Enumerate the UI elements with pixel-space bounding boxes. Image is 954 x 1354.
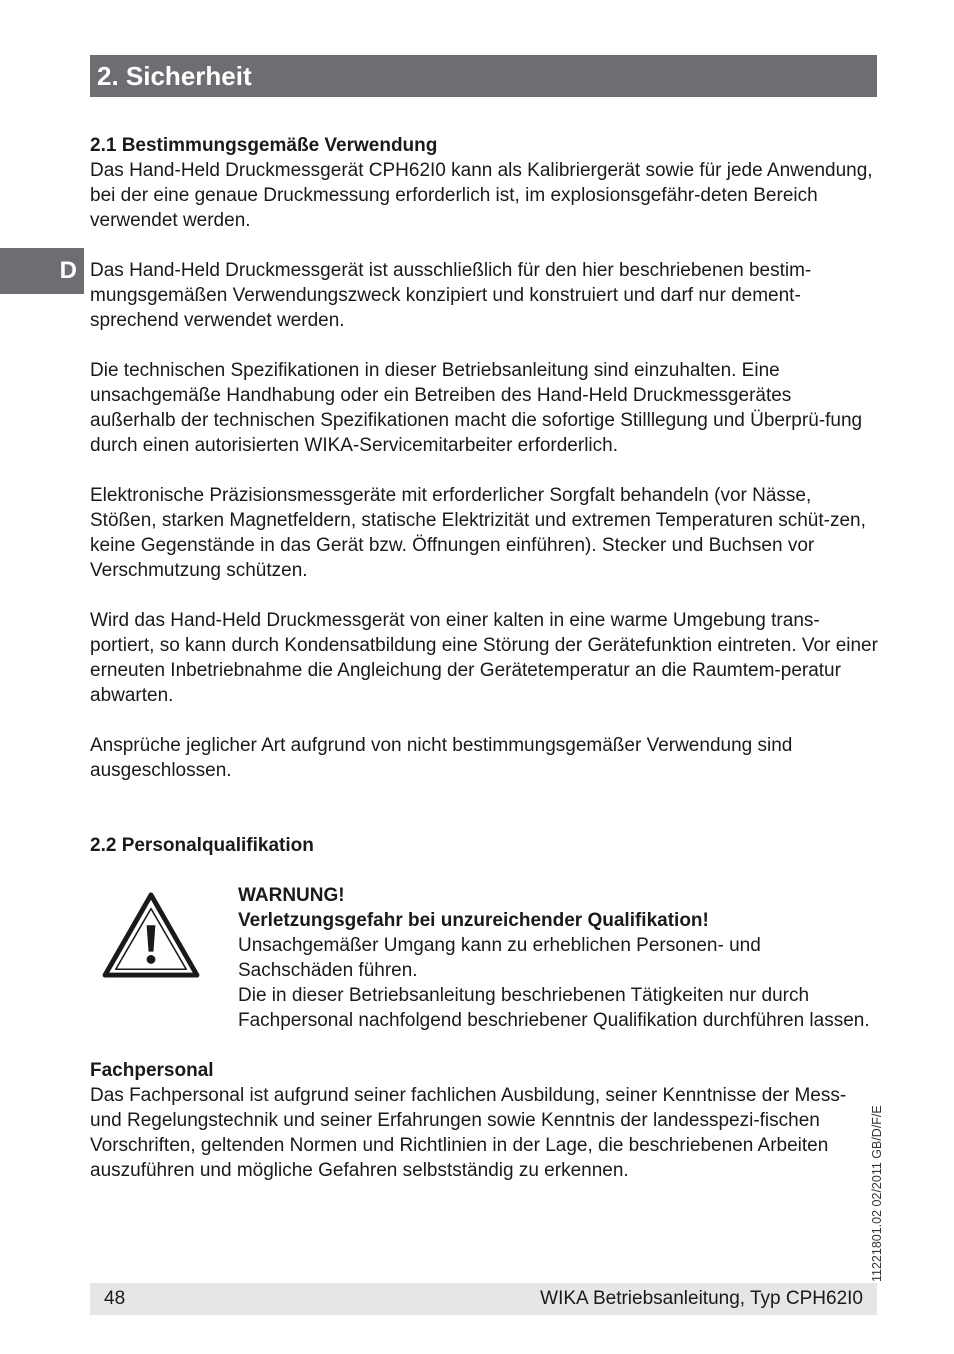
warning-text: Unsachgemäßer Umgang kann zu erheblichen Personen- und Sachschäden führen. bbox=[238, 935, 761, 981]
warning-triangle-icon bbox=[102, 891, 200, 979]
page-content bbox=[90, 133, 880, 1183]
warning-block bbox=[90, 883, 880, 1058]
subsection-heading-2-1: 2.1 Bestimmungsgemäße Verwendung bbox=[90, 135, 438, 156]
warning-title: WARNUNG! bbox=[238, 885, 345, 906]
section-title: 2. Sicherheit bbox=[97, 61, 252, 91]
language-tab bbox=[0, 248, 84, 294]
footer-bar bbox=[90, 1283, 877, 1315]
section-header-bar bbox=[90, 55, 877, 97]
paragraph: Das Hand-Held Druckmessgerät ist ausschließlich für den hier beschriebenen bestim-mungsgemäßen Verwendungszweck konzipiert und konstruiert und darf nur dement-sprechend verwendet werden. bbox=[90, 260, 812, 331]
warning-subtitle: Verletzungsgefahr bei unzureichender Qualifikation! bbox=[238, 910, 709, 931]
footer-title: WIKA Betriebsanleitung, Typ CPH62I0 bbox=[540, 1288, 863, 1309]
paragraph: Das Hand-Held Druckmessgerät CPH62I0 kann als Kalibriergerät sowie für jede Anwendung, bei der eine genaue Druckmessung erforderlich ist, im explosionsgefähr-deten Bereich verwendet werden. bbox=[90, 160, 873, 231]
paragraph: Wird das Hand-Held Druckmessgerät von einer kalten in eine warme Umgebung trans-portiert, so kann durch Kondensatbildung eine Störung der Gerätefunktion eintreten. Vor einer erneuten Inbetriebnahme die Angleichung der Gerätetemperatur an die Raumtem-peratur abwarten. bbox=[90, 610, 878, 706]
language-tab-label: D bbox=[59, 257, 77, 284]
subsection-heading-2-2: 2.2 Personalqualifikation bbox=[90, 835, 314, 856]
fachpersonal-heading: Fachpersonal bbox=[90, 1060, 214, 1081]
paragraph: Elektronische Präzisionsmessgeräte mit erforderlicher Sorgfalt behandeln (vor Nässe, Stößen, starken Magnetfeldern, statische Elektrizität und extremen Temperaturen schüt-zen, keine Gegenstände in das Gerät bzw. Öffnungen einführen). Stecker und Buchsen vor Verschmutzung schützen. bbox=[90, 485, 866, 581]
document-code: 11221801.02 02/2011 GB/D/F/E bbox=[870, 1105, 884, 1282]
paragraph: Die technischen Spezifikationen in dieser Betriebsanleitung sind einzuhalten. Eine unsachgemäße Handhabung oder ein Betreiben des Hand-Held Druckmessgerätes außerhalb der technischen Spezifikationen macht die sofortige Stilllegung und Überprü-fung durch einen autorisierten WIKA-Servicemitarbeiter erforderlich. bbox=[90, 360, 863, 456]
paragraph: Ansprüche jeglicher Art aufgrund von nicht bestimmungsgemäßer Verwendung sind ausgeschlossen. bbox=[90, 735, 793, 781]
page-number: 48 bbox=[104, 1288, 126, 1309]
warning-text: Die in dieser Betriebsanleitung beschriebenen Tätigkeiten nur durch Fachpersonal nachfolgend beschriebener Qualifikation durchführen lassen. bbox=[238, 985, 870, 1031]
fachpersonal-text: Das Fachpersonal ist aufgrund seiner fachlichen Ausbildung, seiner Kenntnisse der Mess- und Regelungstechnik und seiner Erfahrungen sowie Kenntnis der landesspezi-fischen Vorschriften, geltenden Normen und Richtlinien in der Lage, die beschriebenen Arbeiten auszuführen und mögliche Gefahren selbstständig zu erkennen. bbox=[90, 1085, 847, 1181]
